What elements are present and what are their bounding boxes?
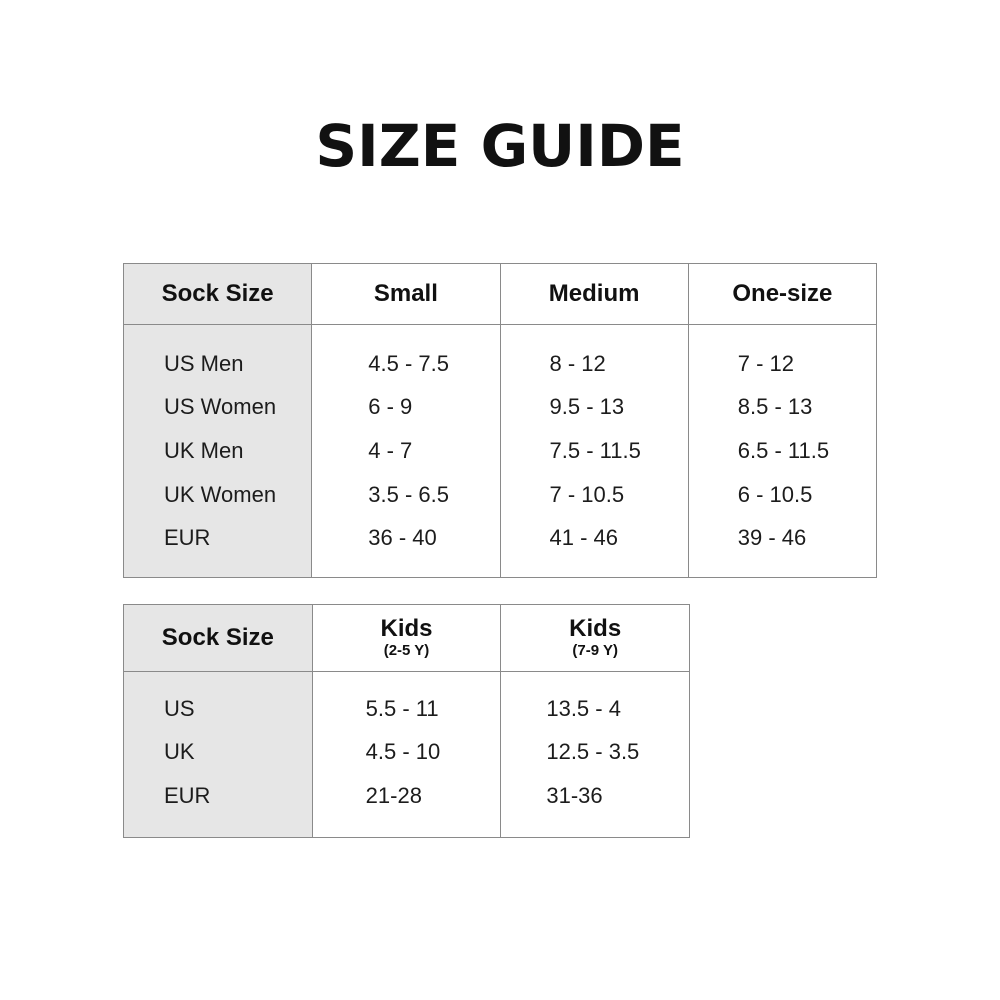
adult-table-body (124, 325, 876, 577)
column-header-main: Kids (380, 615, 433, 643)
row-label: EUR (164, 525, 211, 551)
one-size-column (689, 325, 876, 577)
kids-size-table (123, 604, 690, 838)
size-value: 8.5 - 13 (737, 394, 813, 420)
size-value: 4.5 - 10 (365, 739, 441, 765)
size-value: 7 - 12 (737, 350, 795, 376)
kids-table-body (124, 672, 689, 837)
row-label: UK (164, 739, 195, 765)
column-header-sub: (2-5 Y) (383, 642, 430, 660)
column-header-sock-size: Sock Size (124, 264, 312, 324)
size-value: 7.5 - 11.5 (549, 437, 641, 463)
column-header-one-size: One-size (732, 279, 833, 307)
size-value: 9.5 - 13 (549, 394, 625, 420)
small-column (312, 325, 500, 577)
column-header-medium: Medium (501, 264, 689, 324)
size-value: 36 - 40 (368, 525, 437, 551)
size-value: 31-36 (546, 782, 603, 808)
adult-table-header-row (124, 264, 876, 325)
size-value: 6 - 10.5 (737, 481, 813, 507)
row-label: UK Men (164, 437, 244, 463)
adult-size-table (123, 263, 877, 578)
size-value: 5.5 - 11 (365, 695, 439, 721)
label-column (124, 672, 313, 837)
column-header-main: Sock Size (161, 623, 274, 651)
size-value: 8 - 12 (549, 350, 606, 376)
kids-table-header-row (124, 605, 689, 672)
size-value: 39 - 46 (737, 525, 807, 551)
column-header-sub: (7-9 Y) (572, 642, 618, 660)
label-column (124, 325, 312, 577)
row-label: UK Women (164, 481, 277, 507)
column-header-small: Small (312, 264, 500, 324)
size-value: 4.5 - 7.5 (368, 350, 449, 376)
column-header-sock-size (124, 605, 313, 671)
size-value: 4 - 7 (368, 437, 413, 463)
size-value: 13.5 - 4 (546, 695, 621, 721)
row-label: US Women (164, 394, 277, 420)
size-value: 3.5 - 6.5 (368, 481, 449, 507)
size-value: 7 - 10.5 (549, 481, 625, 507)
size-value: 41 - 46 (549, 525, 618, 551)
row-label: US Men (164, 350, 244, 376)
page-title: SIZE GUIDE (315, 112, 685, 180)
size-value: 12.5 - 3.5 (546, 739, 640, 765)
row-label: EUR (164, 782, 211, 808)
kids-2-5-column (313, 672, 502, 837)
kids-7-9-column (501, 672, 689, 837)
size-value: 21-28 (365, 782, 422, 808)
medium-column (501, 325, 689, 577)
column-header-kids-2-5 (313, 605, 502, 671)
size-value: 6 - 9 (368, 394, 413, 420)
size-value: 6.5 - 11.5 (737, 437, 830, 463)
row-label: US (164, 695, 195, 721)
column-header-kids-7-9 (501, 605, 689, 671)
column-header-main: Kids (569, 615, 622, 643)
